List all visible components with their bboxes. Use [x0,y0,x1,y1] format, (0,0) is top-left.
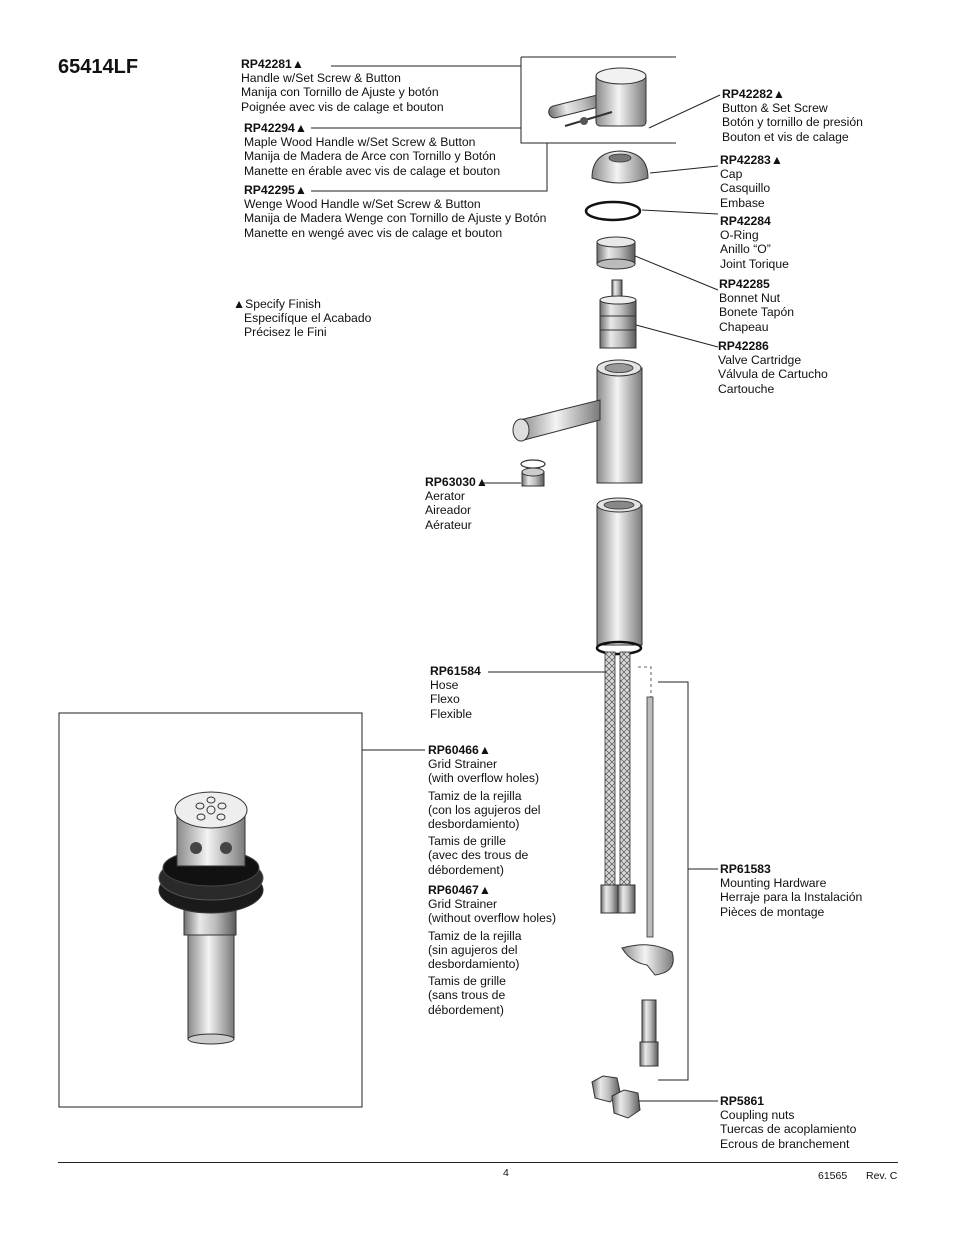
part-rp60467: RP60467▲ Grid Strainer (without overflow holes) Tamiz de la rejilla (sin agujeros del desbordamiento) Tamis de grille (sans trous de débordement) [428,883,557,1017]
shank-drawing [597,498,642,654]
valve-cartridge-drawing [600,280,636,348]
specify-finish-note: ▲Specify Finish Especifíque el Acabado Précisez le Fini [233,297,372,340]
part-rp42286: RP42286 Valve Cartridge Válvula de Cartucho Cartouche [718,339,828,396]
part-rp42282: RP42282▲ Button & Set Screw Botón y tornillo de presión Bouton et vis de calage [722,87,863,144]
cap-drawing [592,151,648,183]
revision: Rev. C [866,1170,898,1182]
o-ring-drawing [586,202,640,220]
part-rp5861: RP5861 Coupling nuts Tuercas de acoplamiento Ecrous de branchement [720,1094,857,1151]
page-number: 4 [503,1167,509,1179]
part-rp42285: RP42285 Bonnet Nut Bonete Tapón Chapeau [719,277,794,334]
model-number: 65414LF [58,56,139,78]
grid-strainer-drawing [159,792,263,1044]
aerator-drawing [521,460,545,486]
handle-drawing [547,68,646,126]
grid-strainer-box [59,713,425,1107]
part-rp61584: RP61584 Hose Flexo Flexible [430,664,481,721]
part-rp42283: RP42283▲ Cap Casquillo Embase [720,153,783,210]
hoses-drawing [601,652,635,913]
coupling-nuts-drawing [592,1076,640,1118]
part-rp63030: RP63030▲ Aerator Aireador Aérateur [425,475,488,532]
part-rp60466: RP60466▲ Grid Strainer (with overflow holes) Tamiz de la rejilla (con los agujeros del desbordamiento) Tamis de grille (avec des trous de débordement) [428,743,541,877]
part-rp42284: RP42284 O-Ring Anillo “O” Joint Torique [720,214,789,271]
part-rp61583: RP61583 Mounting Hardware Herraje para la Instalación Pièces de montage [720,862,863,919]
part-rp42295: RP42295▲ Wenge Wood Handle w/Set Screw & Button Manija de Madera Wenge con Tornillo de Ajuste y Botón Manette en wengé avec vis de calage et bouton [244,183,547,240]
document-number: 61565 [818,1170,848,1182]
spout-body-drawing [513,360,642,483]
handle-detail-box [521,57,676,143]
footer-rule [58,1162,898,1163]
part-rp42281: RP42281▲ Handle w/Set Screw & Button Manija con Tornillo de Ajuste y botón Poignée avec vis de calage et bouton [241,57,444,114]
part-rp42294: RP42294▲ Maple Wood Handle w/Set Screw & Button Manija de Madera de Arce con Tornillo y Botón Manette en érable avec vis de calage et bouton [244,121,501,178]
bonnet-nut-drawing [597,237,635,269]
